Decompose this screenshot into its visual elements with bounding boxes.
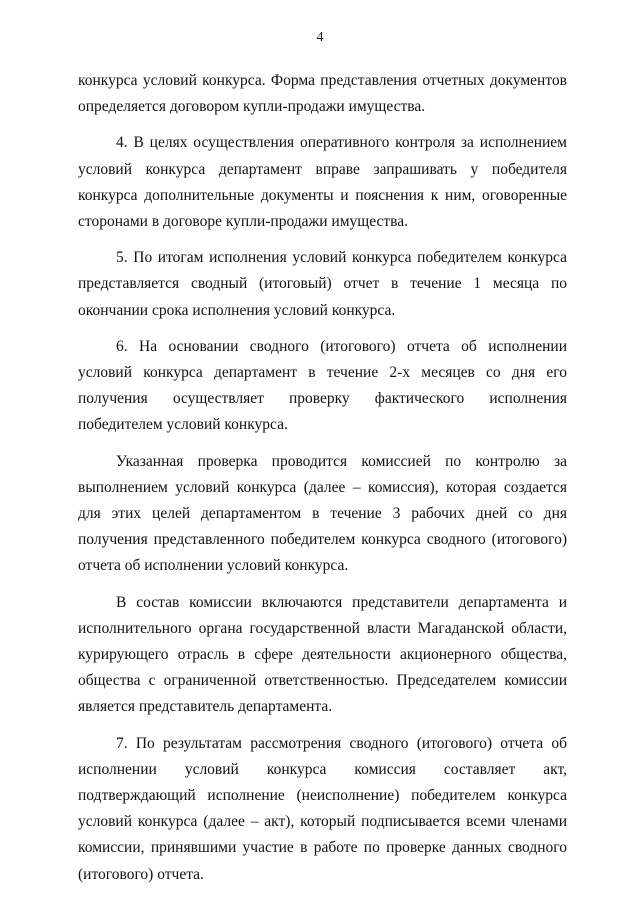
paragraph-item-6: 6. На основании сводного (итогового) отчета об исполнении условий конкурса департамент в течение 2-х месяцев со дня его получения осуществляет проверку фактического исполнения победителем условий конкурса. [78,337,567,434]
paragraph-verification: Указанная проверка проводится комиссией по контролю за выполнением условий конкурса (далее – комиссия), которая создается для этих целей департаментом в течение 3 рабочих дней со дня получения представленного победителем конкурса сводного (итогового) отчета об исполнении условий конкурса. [78,452,567,575]
paragraph-item-7: 7. По результатам рассмотрения сводного (итогового) отчета об исполнении условий конкурса комиссия составляет акт, подтверждающий исполнение (неисполнение) победителем конкурса условий конкурса (далее – акт), который подписывается всеми членами комиссии, принявшими участие в работе по проверке данных сводного (итогового) отчета. [78,734,567,883]
paragraph-item-5: 5. По итогам исполнения условий конкурса победителем конкурса представляется сводный (итоговый) отчет в течение 1 месяца по окончании срока исполнения условий конкурса. [78,249,567,319]
paragraph-commission-composition: В состав комиссии включаются представители департамента и исполнительного органа государственной власти Магаданской области, курирующего отрасль в сфере деятельности акционерного общества, общества с ограниченной ответственностью. Председателем комиссии является представитель департамента. [78,593,567,716]
document-body [78,68,567,898]
page-number: 4 [316,30,324,45]
paragraph-item-4: 4. В целях осуществления оперативного контроля за исполнением условий конкурса департамент вправе запрашивать у победителя конкурса дополнительные документы и пояснения к ним, оговоренные сторонами в договоре купли-продажи имущества. [78,134,567,231]
paragraph-continuation: конкурса условий конкурса. Форма представления отчетных документов определяется договором купли-продажи имущества. [78,72,567,116]
